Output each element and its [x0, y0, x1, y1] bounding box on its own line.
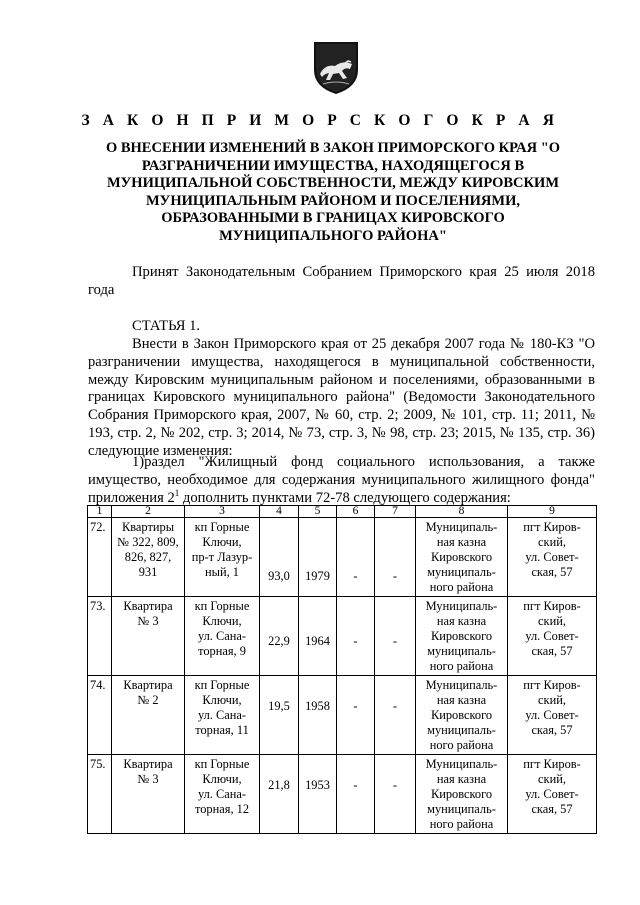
construction-year: 1979: [299, 518, 337, 597]
column-header: 9: [508, 506, 597, 518]
owner-location: пгт Киров- ский, ул. Совет- ская, 57: [508, 597, 597, 676]
object-address: кп Горные Ключи, пр-т Лазур- ный, 1: [185, 518, 260, 597]
object-address: кп Горные Ключи, ул. Сана- торная, 9: [185, 597, 260, 676]
item-text-before: 1)раздел "Жилищный фонд социального использования, а также имущество, необходимое для содержания муниципального жилищного фонда" приложения 2: [88, 454, 595, 506]
object-address: кп Горные Ключи, ул. Сана- торная, 11: [185, 676, 260, 755]
construction-year: 1953: [299, 755, 337, 834]
column-header: 2: [112, 506, 185, 518]
row-number: 74.: [88, 676, 112, 755]
object-name: Квартиры № 322, 809, 826, 827, 931: [112, 518, 185, 597]
column-header: 8: [416, 506, 508, 518]
column-7-value: -: [375, 676, 416, 755]
object-name: Квартира № 3: [112, 755, 185, 834]
row-number: 75.: [88, 755, 112, 834]
owner-location: пгт Киров- ский, ул. Совет- ская, 57: [508, 755, 597, 834]
object-area: 22,9: [260, 597, 299, 676]
object-area: 21,8: [260, 755, 299, 834]
column-header: 5: [299, 506, 337, 518]
property-table: [87, 505, 597, 834]
owner-location: пгт Киров- ский, ул. Совет- ская, 57: [508, 518, 597, 597]
column-6-value: -: [337, 755, 375, 834]
column-header: 7: [375, 506, 416, 518]
table-row: [88, 597, 597, 676]
table-header-row: [88, 506, 597, 518]
column-header: 4: [260, 506, 299, 518]
object-address: кп Горные Ключи, ул. Сана- торная, 12: [185, 755, 260, 834]
row-number: 73.: [88, 597, 112, 676]
amendment-item-paragraph: [88, 454, 595, 507]
law-subtitle: О ВНЕСЕНИИ ИЗМЕНЕНИЙ В ЗАКОН ПРИМОРСКОГО КРАЯ "О РАЗГРАНИЧЕНИИ ИМУЩЕСТВА, НАХОДЯЩЕГОСЯ В МУНИЦИПАЛЬНОЙ СОБСТВЕННОСТИ, МЕЖДУ КИРОВСКИМ МУНИЦИПАЛЬНЫМ РАЙОНОМ И ПОСЕЛЕНИЯМИ, ОБРАЗОВАННЫМИ В ГРАНИЦАХ КИРОВСКОГО МУНИЦИПАЛЬНОГО РАЙОНА": [105, 140, 561, 244]
table-row: [88, 518, 597, 597]
law-title: З А К О Н П Р И М О Р С К О Г О К Р А Я: [81, 112, 559, 129]
object-name: Квартира № 3: [112, 597, 185, 676]
primorye-coat-of-arms-icon: [311, 40, 361, 96]
column-7-value: -: [375, 518, 416, 597]
table-row: [88, 755, 597, 834]
column-7-value: -: [375, 597, 416, 676]
article-intro-paragraph: Внести в Закон Приморского края от 25 декабря 2007 года № 180-КЗ "О разграничении имущества, находящегося в муниципальной собственности, между Кировским муниципальным районом и поселениями, образованными в границах Кировского муниципального района" (Ведомости Законодательного Собрания Приморского края, 2007, № 60, стр. 2; 2009, № 101, стр. 11; 2011, № 193, стр. 2, № 202, стр. 3; 2014, № 73, стр. 3, № 98, стр. 23; 2015, № 135, стр. 36) следующие изменения:: [88, 336, 595, 459]
owner: Муниципаль- ная казна Кировского муниципаль- ного района: [416, 676, 508, 755]
row-number: 72.: [88, 518, 112, 597]
owner: Муниципаль- ная казна Кировского муниципаль- ного района: [416, 755, 508, 834]
column-6-value: -: [337, 597, 375, 676]
table-row: [88, 676, 597, 755]
column-header: 3: [185, 506, 260, 518]
column-6-value: -: [337, 676, 375, 755]
appendix-superscript: 1: [174, 487, 180, 498]
column-header: 6: [337, 506, 375, 518]
object-area: 19,5: [260, 676, 299, 755]
column-header: 1: [88, 506, 112, 518]
owner: Муниципаль- ная казна Кировского муниципаль- ного района: [416, 518, 508, 597]
owner-location: пгт Киров- ский, ул. Совет- ская, 57: [508, 676, 597, 755]
object-area: 93,0: [260, 518, 299, 597]
column-6-value: -: [337, 518, 375, 597]
column-7-value: -: [375, 755, 416, 834]
article-heading: СТАТЬЯ 1.: [132, 318, 201, 334]
construction-year: 1964: [299, 597, 337, 676]
object-name: Квартира № 2: [112, 676, 185, 755]
adoption-note: Принят Законодательным Собранием Приморского края 25 июля 2018 года: [88, 264, 595, 298]
owner: Муниципаль- ная казна Кировского муниципаль- ного района: [416, 597, 508, 676]
construction-year: 1958: [299, 676, 337, 755]
item-text-after: дополнить пунктами 72-78 следующего содержания:: [179, 489, 511, 506]
